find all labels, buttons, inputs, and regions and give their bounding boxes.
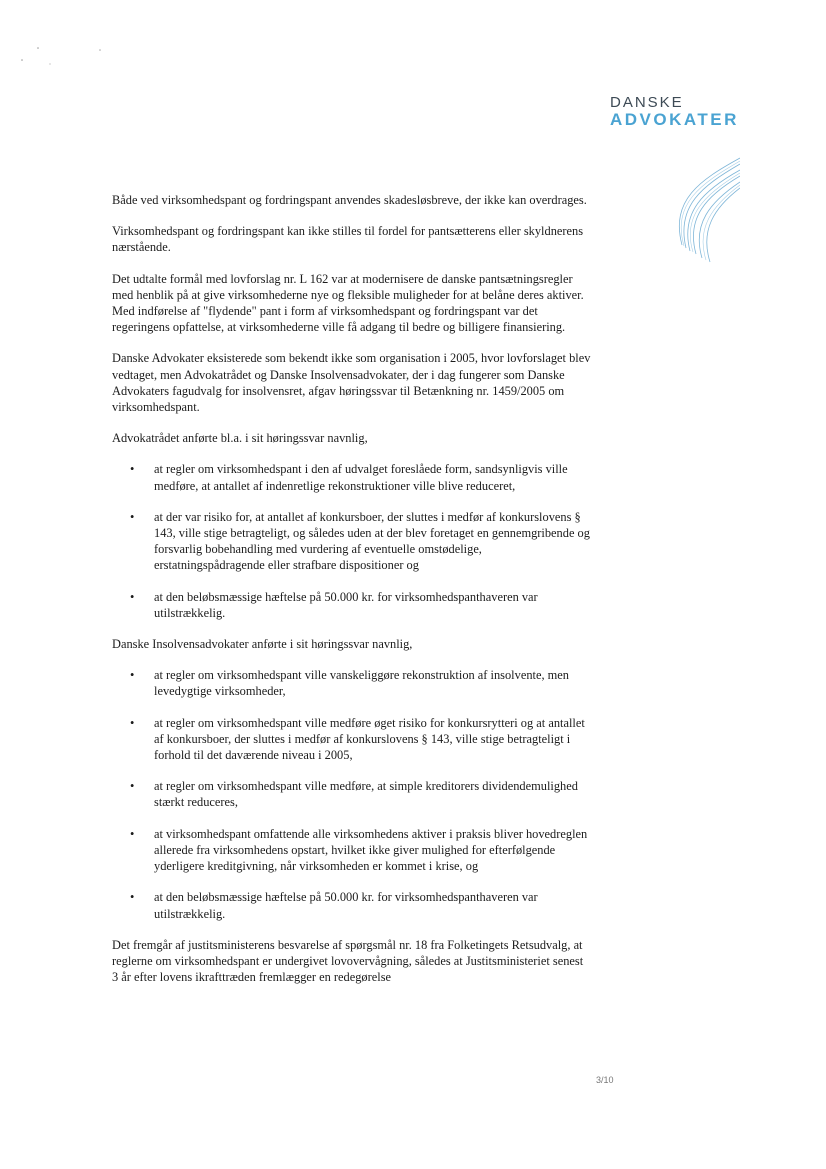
paragraph: Advokatrådet anførte bl.a. i sit høringssvar navnlig, [112,431,368,446]
list-item: • at regler om virksomhedspant i den af udvalget foreslåede form, sandsynligvis ville medføre, at antallet af indenretlige rekonstruktioner ville blive reduceret, [154,461,592,493]
paragraph: Danske Insolvensadvokater anførte i sit høringssvar navnlig, [112,637,413,652]
list-item: • at der var risiko for, at antallet af konkursboer, der sluttes i medfør af konkurslovens § 143, ville stige betragteligt, og således uden at der blev foretaget en gennemgribende og forsvarlig bobehandling med vurdering af eventuelle omstødelige, erstatningspådragende eller strafbare dispositioner og [154,509,592,574]
paragraph: Det udtalte formål med lovforslag nr. L 162 var at modernisere de danske pantsætningsregler med henblik på at give virksomhederne nye og fleksible muligheder for at belåne deres aktiver. Med indførelse af "flydende" pant i form af virksomhedspant og fordringspant var det regeringens opfattelse, at virksomhederne ville få adgang til bedre og billigere finansiering. [112,271,584,335]
list-item: • at regler om virksomhedspant ville medføre, at simple kreditorers dividendemulighed stærkt reduceres, [154,778,592,810]
paragraph: Det fremgår af justitsministerens besvarelse af spørgsmål nr. 18 fra Folketingets Retsudvalg, at reglerne om virksomhedspant er undergivet lovovervågning, således at Justitsministeriet senest 3 år efter lovens ikrafttræden fremlægger en redegørelse [112,937,584,985]
paragraph: Både ved virksomhedspant og fordringspant anvendes skadesløsbreve, der ikke kan overdrages. [112,193,587,207]
logo-line-2: ADVOKATER [610,110,739,129]
scan-specks [20,40,120,75]
bullet-list-insolvensadvokater [112,667,592,921]
logo-swoosh-icon [660,150,740,270]
list-item: • at virksomhedspant omfattende alle virksomhedens aktiver i praksis bliver hovedreglen allerede fra virksomhedens opstart, hvilket ikke giver mulighed for efterfølgende yderligere kreditgivning, når virksomheden er kommet i krise, og [154,826,592,875]
list-item: • at den beløbsmæssige hæftelse på 50.000 kr. for virksomhedspanthaveren var utilstrækkelig. [154,889,592,921]
list-item: • at den beløbsmæssige hæftelse på 50.000 kr. for virksomhedspanthaveren var utilstrækkelig. [154,589,592,621]
letter-body [112,192,592,1000]
danske-advokater-logo [610,94,739,128]
page-number: 3/10 [596,1075,614,1085]
paragraph: Danske Advokater eksisterede som bekendt ikke som organisation i 2005, hvor lovforslaget blev vedtaget, men Advokatrådet og Danske Insolvensadvokater, der i dag fungerer som Danske Advokaters fagudvalg for insolvensret, afgav høringssvar til Betænkning nr. 1459/2005 om virksomhedspant. [112,351,591,415]
bullet-list-advokatraadet [112,461,592,621]
paragraph: Virksomhedspant og fordringspant kan ikke stilles til fordel for pantsætterens eller skyldnerens nærstående. [112,224,584,255]
logo-line-1: DANSKE [610,94,684,111]
list-item: • at regler om virksomhedspant ville medføre øget risiko for konkursrytteri og at antallet af konkursboer, der sluttes i medfør af konkurslovens § 143, ville stige betragteligt i forhold til det daværende niveau i 2005, [154,715,592,764]
list-item: • at regler om virksomhedspant ville vanskeliggøre rekonstruktion af insolvente, men levedygtige virksomheder, [154,667,592,699]
